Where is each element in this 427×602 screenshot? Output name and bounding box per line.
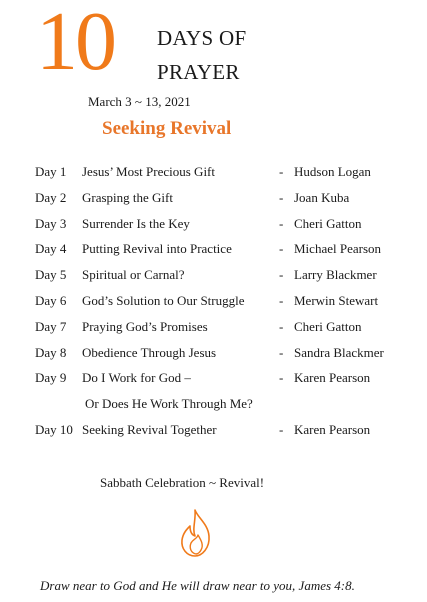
day-label: Day 6	[35, 292, 67, 308]
topic: Praying God’s Promises	[82, 318, 208, 334]
schedule-row-continuation	[0, 395, 427, 421]
schedule-list	[0, 163, 427, 447]
schedule-row	[0, 215, 427, 241]
speaker: Cheri Gatton	[294, 318, 362, 334]
big-number: 10	[36, 0, 114, 88]
subtitle: Seeking Revival	[102, 118, 232, 139]
dash: -	[279, 164, 284, 179]
schedule-row	[0, 163, 427, 189]
speaker: Karen Pearson	[294, 421, 371, 437]
speaker: Sandra Blackmer	[294, 344, 384, 360]
day-label: Day 9	[35, 370, 67, 386]
title-line-2: PRAYER	[157, 60, 240, 84]
speaker: Hudson Logan	[294, 164, 371, 179]
topic: Do I Work for God –	[82, 370, 191, 386]
title-line-1: DAYS OF	[157, 26, 247, 50]
topic: Spiritual or Carnal?	[82, 267, 185, 283]
topic: Putting Revival into Practice	[82, 241, 232, 257]
topic: God’s Solution to Our Struggle	[82, 292, 245, 308]
schedule-row	[0, 421, 427, 447]
topic: Surrender Is the Key	[82, 215, 190, 231]
schedule-row	[0, 189, 427, 215]
day-label: Day 5	[35, 267, 67, 283]
speaker: Larry Blackmer	[294, 267, 377, 283]
day-label: Day 7	[35, 318, 67, 334]
flame-icon	[178, 508, 214, 558]
topic: Jesus’ Most Precious Gift	[82, 164, 216, 179]
dash: -	[279, 344, 284, 360]
topic: Or Does He Work Through Me?	[85, 396, 253, 412]
schedule-row	[0, 266, 427, 292]
date-range: March 3 ~ 13, 2021	[88, 94, 191, 109]
speaker: Cheri Gatton	[294, 215, 362, 231]
sabbath-celebration: Sabbath Celebration ~ Revival!	[100, 475, 265, 490]
dash: -	[279, 267, 284, 283]
schedule-row	[0, 369, 427, 395]
day-label: Day 1	[35, 164, 67, 179]
dash: -	[279, 421, 284, 437]
schedule-row	[0, 292, 427, 318]
day-label: Day 4	[35, 241, 67, 257]
schedule-row	[0, 344, 427, 370]
speaker: Karen Pearson	[294, 370, 371, 386]
dash: -	[279, 292, 284, 308]
day-label: Day 8	[35, 344, 67, 360]
topic: Grasping the Gift	[82, 189, 173, 205]
schedule-row	[0, 240, 427, 266]
day-label: Day 3	[35, 215, 67, 231]
topic: Obedience Through Jesus	[82, 344, 217, 360]
dash: -	[279, 189, 284, 205]
bible-verse: Draw near to God and He will draw near to you, James 4:8.	[40, 578, 355, 593]
day-label: Day 10	[35, 421, 73, 437]
schedule-row	[0, 318, 427, 344]
dash: -	[279, 370, 284, 386]
speaker: Joan Kuba	[294, 189, 350, 205]
speaker: Michael Pearson	[294, 241, 382, 257]
dash: -	[279, 215, 284, 231]
speaker: Merwin Stewart	[294, 292, 379, 308]
day-label: Day 2	[35, 189, 67, 205]
topic: Seeking Revival Together	[82, 421, 217, 437]
dash: -	[279, 318, 284, 334]
dash: -	[279, 241, 284, 257]
